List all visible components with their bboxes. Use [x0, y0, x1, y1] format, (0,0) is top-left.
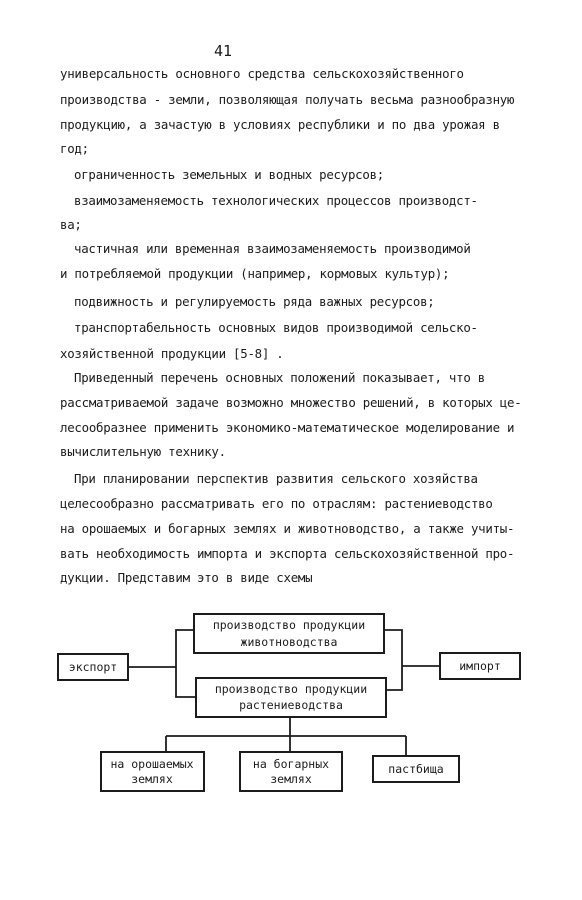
text-line: на орошаемых и богарных землях и животноводство, а также учиты-: [60, 521, 515, 536]
text-line: год;: [60, 141, 89, 156]
text-line: При планировании перспектив развития сельского хозяйства: [74, 471, 478, 486]
rainfed-line2: землях: [270, 772, 312, 786]
pasture-label: пастбища: [388, 762, 444, 776]
text-line: Приведенный перечень основных положений показывает, что в: [74, 370, 485, 385]
text-line: ограниченность земельных и водных ресурсов;: [74, 167, 385, 182]
export-label: экспорт: [68, 660, 118, 674]
text-line: вычислительную технику.: [60, 444, 226, 459]
text-line: универсальность основного средства сельскохозяйственного: [60, 66, 464, 81]
text-line: вать необходимость импорта и экспорта сельскохозяйственной про-: [60, 546, 515, 561]
text-line: и потребляемой продукции (например, кормовых культур);: [60, 266, 450, 281]
text-line: лесообразнее применить экономико-математическое моделирование и: [60, 420, 515, 435]
page-number: 41: [214, 42, 233, 60]
text-line: ва;: [60, 217, 82, 232]
irrigated-line1: на орошаемых: [110, 757, 194, 771]
crops-line1: производство продукции: [214, 682, 368, 696]
text-line: взаимозаменяемость технологических процессов производст-: [74, 193, 478, 208]
text-line: рассматриваемой задаче возможно множество решений, в которых це-: [60, 395, 522, 410]
irrigated-line2: землях: [131, 772, 173, 786]
text-line: продукцию, а зачастую в условиях республики и по два урожая в: [60, 117, 500, 132]
text-line: дукции. Представим это в виде схемы: [60, 570, 313, 585]
text-line: целесообразно рассматривать его по отраслям: растениеводство: [60, 496, 493, 511]
crops-line2: растениеводства: [239, 698, 343, 712]
livestock-line1: производство продукции: [212, 618, 366, 632]
livestock-line2: животноводства: [240, 635, 338, 649]
text-line: транспортабельность основных видов производимой сельско-: [74, 320, 478, 335]
text-line: частичная или временная взаимозаменяемость производимой: [74, 241, 471, 256]
text-line: подвижность и регулируемость ряда важных ресурсов;: [74, 294, 435, 309]
production-flow-diagram: [0, 600, 582, 830]
import-label: импорт: [459, 659, 501, 673]
text-line: производства - земли, позволяющая получать весьма разнообразную: [60, 92, 515, 107]
text-line: хозяйственной продукции [5-8] .: [60, 346, 284, 361]
rainfed-line1: на богарных: [252, 757, 330, 771]
